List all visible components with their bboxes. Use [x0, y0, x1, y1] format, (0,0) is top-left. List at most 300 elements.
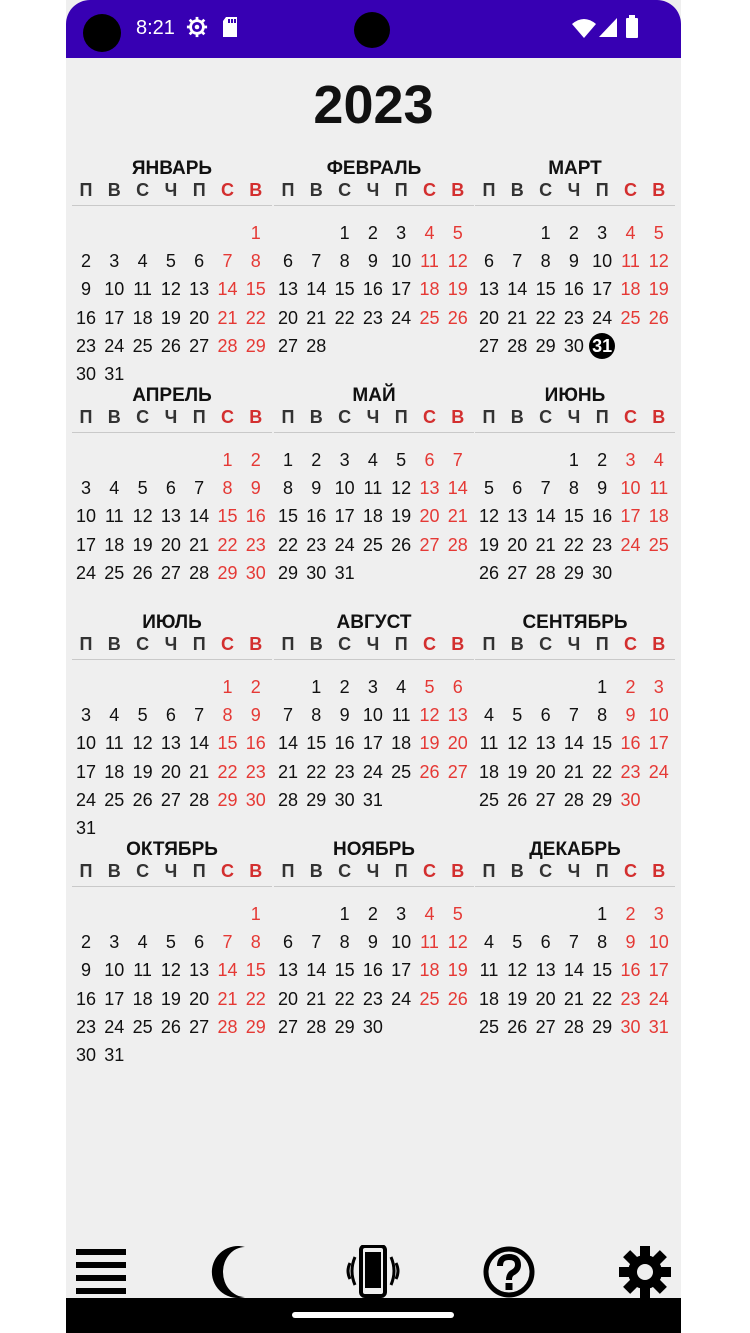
day-cell[interactable]: 23: [620, 988, 641, 1009]
day-cell[interactable]: 7: [311, 932, 322, 953]
day-cell[interactable]: 21: [447, 506, 468, 527]
day-cell[interactable]: 19: [391, 506, 412, 527]
day-cell[interactable]: 13: [160, 506, 181, 527]
day-cell[interactable]: 7: [282, 705, 293, 726]
day-cell[interactable]: 28: [507, 335, 528, 356]
day-cell[interactable]: 25: [648, 534, 669, 555]
day-cell[interactable]: 28: [447, 534, 468, 555]
day-cell[interactable]: 6: [540, 932, 551, 953]
day-cell[interactable]: 5: [396, 450, 407, 470]
day-cell[interactable]: 10: [104, 960, 125, 981]
day-cell[interactable]: 21: [217, 307, 238, 328]
day-cell[interactable]: 6: [165, 705, 176, 726]
day-cell[interactable]: 8: [339, 932, 350, 953]
day-cell[interactable]: 28: [563, 1016, 584, 1037]
day-cell[interactable]: 9: [311, 478, 322, 499]
help-button[interactable]: [479, 1242, 539, 1302]
day-cell[interactable]: 12: [648, 251, 669, 272]
day-cell[interactable]: 30: [362, 1016, 383, 1037]
day-cell[interactable]: 22: [535, 307, 556, 328]
day-cell[interactable]: 11: [363, 478, 383, 499]
day-cell[interactable]: 4: [109, 705, 120, 726]
day-cell[interactable]: 26: [478, 562, 500, 583]
day-cell[interactable]: 6: [483, 251, 494, 272]
day-cell[interactable]: 9: [367, 932, 378, 953]
day-cell[interactable]: 2: [80, 932, 91, 953]
day-cell[interactable]: 25: [620, 307, 641, 328]
day-cell[interactable]: 18: [104, 534, 125, 555]
day-cell[interactable]: 3: [653, 904, 664, 924]
day-cell[interactable]: 17: [620, 506, 641, 527]
day-cell[interactable]: 17: [592, 279, 613, 300]
day-cell[interactable]: 12: [160, 279, 181, 300]
day-cell[interactable]: 7: [194, 705, 205, 726]
day-cell[interactable]: 26: [507, 789, 528, 810]
day-cell[interactable]: 16: [306, 506, 327, 527]
day-cell[interactable]: 7: [512, 251, 523, 272]
day-cell[interactable]: 9: [597, 478, 608, 499]
day-cell[interactable]: 5: [483, 478, 494, 499]
day-cell[interactable]: 17: [104, 307, 125, 328]
day-cell[interactable]: 29: [334, 1016, 355, 1037]
menu-button[interactable]: [71, 1242, 131, 1302]
day-cell[interactable]: 20: [507, 534, 528, 555]
day-cell[interactable]: 6: [424, 450, 435, 470]
day-cell[interactable]: 14: [563, 733, 584, 754]
day-cell[interactable]: 10: [648, 932, 669, 953]
day-cell[interactable]: 1: [540, 223, 551, 243]
day-cell[interactable]: 15: [217, 506, 238, 527]
day-cell[interactable]: 21: [189, 534, 210, 555]
day-cell[interactable]: 28: [306, 335, 327, 356]
day-cell[interactable]: 23: [75, 335, 97, 356]
day-cell[interactable]: 19: [447, 960, 468, 981]
day-cell[interactable]: 4: [483, 705, 494, 726]
day-cell[interactable]: 26: [447, 988, 468, 1009]
day-cell[interactable]: 13: [507, 506, 528, 527]
day-cell[interactable]: 18: [132, 988, 153, 1009]
day-cell[interactable]: 10: [75, 506, 97, 527]
day-cell[interactable]: 22: [592, 988, 613, 1009]
day-cell[interactable]: 31: [104, 1045, 125, 1065]
day-cell[interactable]: 31: [648, 1016, 669, 1037]
day-cell[interactable]: 17: [104, 988, 125, 1009]
day-cell[interactable]: 12: [447, 932, 468, 953]
day-cell[interactable]: 6: [194, 932, 205, 953]
day-cell[interactable]: 13: [535, 733, 556, 754]
day-cell[interactable]: 5: [165, 251, 176, 272]
day-cell[interactable]: 30: [306, 562, 327, 583]
day-cell[interactable]: 16: [75, 988, 97, 1009]
day-cell[interactable]: 25: [478, 789, 500, 810]
day-cell[interactable]: 5: [512, 705, 523, 726]
day-cell[interactable]: 29: [245, 335, 266, 356]
day-cell[interactable]: 13: [160, 733, 181, 754]
day-cell[interactable]: 12: [391, 478, 412, 499]
day-cell[interactable]: 20: [478, 307, 500, 328]
day-cell[interactable]: 28: [217, 335, 238, 356]
day-cell[interactable]: 15: [245, 960, 266, 981]
day-cell[interactable]: 14: [217, 960, 238, 981]
day-cell[interactable]: 21: [306, 988, 327, 1009]
home-gesture-bar[interactable]: [292, 1312, 454, 1318]
day-cell[interactable]: 16: [620, 960, 641, 981]
day-cell[interactable]: 10: [592, 251, 613, 272]
day-cell[interactable]: 2: [367, 904, 378, 924]
day-cell[interactable]: 27: [478, 335, 500, 356]
day-cell[interactable]: 10: [362, 705, 383, 726]
day-cell[interactable]: 15: [277, 506, 299, 527]
day-cell[interactable]: 9: [80, 960, 91, 981]
day-cell[interactable]: 5: [424, 677, 435, 697]
day-cell[interactable]: 23: [306, 534, 327, 555]
day-cell[interactable]: 9: [568, 251, 579, 272]
day-cell[interactable]: 11: [391, 705, 411, 726]
day-cell[interactable]: 24: [592, 307, 613, 328]
day-cell[interactable]: 16: [75, 307, 97, 328]
day-cell[interactable]: 25: [132, 335, 153, 356]
day-cell[interactable]: 18: [391, 733, 412, 754]
day-cell[interactable]: 30: [620, 789, 641, 810]
day-cell[interactable]: 19: [507, 761, 528, 782]
day-cell[interactable]: 11: [104, 506, 124, 527]
day-cell[interactable]: 26: [391, 534, 412, 555]
day-cell[interactable]: 30: [75, 364, 97, 384]
day-cell[interactable]: 18: [620, 279, 641, 300]
day-cell[interactable]: 3: [597, 223, 608, 243]
day-cell[interactable]: 4: [483, 932, 494, 953]
day-cell[interactable]: 17: [362, 733, 383, 754]
day-cell[interactable]: 4: [424, 904, 435, 924]
day-cell[interactable]: 19: [160, 988, 181, 1009]
day-cell[interactable]: 1: [250, 904, 261, 924]
day-cell[interactable]: 24: [391, 307, 412, 328]
day-cell[interactable]: 9: [250, 705, 261, 726]
day-cell[interactable]: 3: [109, 932, 120, 953]
day-cell[interactable]: 29: [592, 789, 613, 810]
day-cell[interactable]: 27: [507, 562, 528, 583]
day-cell[interactable]: 16: [362, 960, 383, 981]
day-cell[interactable]: 8: [250, 932, 261, 953]
day-cell[interactable]: 23: [620, 761, 641, 782]
day-cell[interactable]: 16: [245, 733, 266, 754]
day-cell[interactable]: 2: [625, 677, 636, 697]
day-cell[interactable]: 19: [160, 307, 181, 328]
day-cell[interactable]: 19: [447, 279, 468, 300]
day-cell[interactable]: 16: [362, 279, 383, 300]
day-cell[interactable]: 4: [625, 223, 636, 243]
day-cell[interactable]: 22: [277, 534, 299, 555]
day-cell[interactable]: 13: [189, 960, 210, 981]
day-cell[interactable]: 23: [362, 307, 383, 328]
day-cell[interactable]: 8: [222, 705, 233, 726]
day-cell[interactable]: 25: [362, 534, 383, 555]
day-cell[interactable]: 14: [189, 506, 210, 527]
day-cell[interactable]: 27: [160, 789, 181, 810]
day-cell[interactable]: 20: [535, 761, 556, 782]
night-mode-button[interactable]: [203, 1242, 263, 1302]
day-cell[interactable]: 10: [75, 733, 97, 754]
day-cell[interactable]: 13: [277, 960, 299, 981]
day-cell[interactable]: 18: [478, 988, 500, 1009]
day-cell[interactable]: 30: [592, 562, 613, 583]
day-cell[interactable]: 22: [306, 761, 327, 782]
day-cell[interactable]: 3: [109, 251, 120, 272]
day-cell[interactable]: 27: [447, 761, 468, 782]
day-cell[interactable]: 3: [396, 904, 407, 924]
day-cell[interactable]: 18: [132, 307, 153, 328]
day-cell[interactable]: 13: [535, 960, 556, 981]
day-cell[interactable]: 28: [306, 1016, 327, 1037]
day-cell[interactable]: 11: [479, 733, 499, 754]
day-cell[interactable]: 25: [132, 1016, 153, 1037]
day-cell[interactable]: 30: [620, 1016, 641, 1037]
day-cell[interactable]: 1: [339, 904, 350, 924]
day-cell[interactable]: 1: [250, 223, 261, 243]
day-cell[interactable]: 7: [222, 251, 233, 272]
day-cell[interactable]: 23: [592, 534, 613, 555]
day-cell[interactable]: 8: [250, 251, 261, 272]
day-cell[interactable]: 13: [189, 279, 210, 300]
day-cell[interactable]: 13: [277, 279, 299, 300]
day-cell[interactable]: 28: [535, 562, 556, 583]
day-cell[interactable]: 23: [362, 988, 383, 1009]
day-cell[interactable]: 10: [391, 932, 412, 953]
day-cell[interactable]: 7: [194, 478, 205, 499]
day-cell[interactable]: 24: [75, 789, 97, 810]
day-cell[interactable]: 27: [160, 562, 181, 583]
day-cell[interactable]: 31: [104, 364, 125, 384]
day-cell[interactable]: 28: [563, 789, 584, 810]
day-cell[interactable]: 17: [391, 279, 412, 300]
day-cell[interactable]: 16: [620, 733, 641, 754]
day-cell[interactable]: 4: [137, 932, 148, 953]
day-cell[interactable]: 18: [419, 279, 440, 300]
day-cell[interactable]: 1: [597, 904, 608, 924]
day-cell[interactable]: 14: [189, 733, 210, 754]
day-cell[interactable]: 1: [311, 677, 322, 697]
day-cell[interactable]: 31: [362, 789, 383, 810]
day-cell[interactable]: 7: [568, 932, 579, 953]
day-cell[interactable]: 24: [648, 761, 669, 782]
day-cell[interactable]: 9: [367, 251, 378, 272]
day-cell[interactable]: 29: [563, 562, 584, 583]
day-cell[interactable]: 18: [104, 761, 125, 782]
day-cell[interactable]: 22: [217, 761, 238, 782]
day-cell[interactable]: 25: [478, 1016, 500, 1037]
day-cell[interactable]: 20: [535, 988, 556, 1009]
day-cell[interactable]: 3: [653, 677, 664, 697]
day-cell[interactable]: 12: [132, 733, 153, 754]
day-cell[interactable]: 27: [277, 335, 299, 356]
day-cell[interactable]: 14: [447, 478, 468, 499]
day-cell[interactable]: 29: [592, 1016, 613, 1037]
day-cell[interactable]: 14: [306, 960, 327, 981]
day-cell[interactable]: 24: [75, 562, 97, 583]
day-cell[interactable]: 29: [306, 789, 327, 810]
day-cell[interactable]: 19: [132, 534, 153, 555]
day-cell[interactable]: 31: [75, 818, 97, 838]
day-cell[interactable]: 18: [648, 506, 669, 527]
day-cell[interactable]: 24: [104, 335, 125, 356]
day-cell[interactable]: 29: [277, 562, 299, 583]
day-cell[interactable]: 1: [222, 677, 233, 697]
day-cell[interactable]: 15: [535, 279, 556, 300]
day-cell[interactable]: 8: [540, 251, 551, 272]
day-cell[interactable]: 9: [625, 932, 636, 953]
day-cell[interactable]: 11: [133, 279, 152, 300]
day-cell[interactable]: 6: [452, 677, 463, 697]
day-cell[interactable]: 11: [621, 251, 640, 272]
day-cell[interactable]: 15: [306, 733, 327, 754]
day-cell[interactable]: 27: [535, 789, 556, 810]
day-cell[interactable]: 5: [137, 705, 148, 726]
day-cell[interactable]: 5: [653, 223, 664, 243]
day-cell[interactable]: 15: [563, 506, 584, 527]
day-cell[interactable]: 27: [419, 534, 440, 555]
day-cell[interactable]: 5: [137, 478, 148, 499]
day-cell[interactable]: 13: [419, 478, 440, 499]
day-cell[interactable]: 26: [160, 335, 181, 356]
day-cell[interactable]: 2: [250, 677, 261, 697]
day-cell[interactable]: 18: [478, 761, 500, 782]
day-cell[interactable]: 17: [75, 761, 97, 782]
day-cell[interactable]: 26: [648, 307, 669, 328]
day-cell[interactable]: 8: [597, 932, 608, 953]
day-cell[interactable]: 16: [563, 279, 584, 300]
day-cell[interactable]: 26: [447, 307, 468, 328]
day-cell[interactable]: 21: [217, 988, 238, 1009]
day-cell[interactable]: 10: [648, 705, 669, 726]
day-cell[interactable]: 22: [592, 761, 613, 782]
day-cell[interactable]: 8: [282, 478, 293, 499]
day-cell[interactable]: 5: [512, 932, 523, 953]
day-cell[interactable]: 6: [282, 251, 293, 272]
day-cell[interactable]: 11: [420, 932, 439, 953]
day-cell[interactable]: 6: [194, 251, 205, 272]
day-cell[interactable]: 8: [568, 478, 579, 499]
day-cell[interactable]: 20: [160, 534, 181, 555]
day-cell[interactable]: 8: [311, 705, 322, 726]
day-cell[interactable]: 6: [512, 478, 523, 499]
day-cell[interactable]: 14: [217, 279, 238, 300]
day-cell[interactable]: 7: [452, 450, 463, 470]
day-cell[interactable]: 2: [80, 251, 91, 272]
day-cell[interactable]: 24: [391, 988, 412, 1009]
day-cell[interactable]: 29: [535, 335, 556, 356]
day-cell[interactable]: 22: [334, 307, 355, 328]
day-cell[interactable]: 25: [104, 562, 125, 583]
day-cell[interactable]: 5: [452, 904, 463, 924]
day-cell[interactable]: 12: [419, 705, 440, 726]
day-cell[interactable]: 12: [132, 506, 153, 527]
day-cell[interactable]: 20: [419, 506, 440, 527]
day-cell[interactable]: 12: [160, 960, 181, 981]
day-cell[interactable]: 27: [535, 1016, 556, 1037]
day-cell[interactable]: 19: [648, 279, 669, 300]
day-cell[interactable]: 20: [277, 307, 299, 328]
day-cell[interactable]: 22: [245, 307, 266, 328]
day-cell[interactable]: 30: [563, 335, 584, 356]
day-cell[interactable]: 11: [420, 251, 439, 272]
day-cell[interactable]: 4: [396, 677, 407, 697]
day-cell[interactable]: 8: [597, 705, 608, 726]
vibration-button[interactable]: [343, 1242, 403, 1302]
day-cell[interactable]: 14: [563, 960, 584, 981]
day-cell[interactable]: 24: [648, 988, 669, 1009]
day-cell[interactable]: 20: [160, 761, 181, 782]
day-cell[interactable]: 3: [367, 677, 378, 697]
day-cell[interactable]: 4: [109, 478, 120, 499]
day-cell[interactable]: 25: [419, 988, 440, 1009]
day-cell[interactable]: 29: [245, 1016, 266, 1037]
day-cell[interactable]: 24: [104, 1016, 125, 1037]
day-cell[interactable]: 25: [104, 789, 125, 810]
day-cell[interactable]: 2: [250, 450, 261, 470]
day-cell[interactable]: 2: [597, 450, 608, 470]
day-cell[interactable]: 25: [391, 761, 412, 782]
day-cell[interactable]: 15: [334, 960, 355, 981]
day-cell[interactable]: 28: [189, 562, 210, 583]
day-cell[interactable]: 3: [625, 450, 636, 470]
day-cell[interactable]: 30: [75, 1045, 97, 1065]
day-cell[interactable]: 20: [189, 307, 210, 328]
day-cell[interactable]: 6: [165, 478, 176, 499]
day-cell[interactable]: 29: [217, 789, 238, 810]
day-cell[interactable]: 26: [507, 1016, 528, 1037]
day-cell[interactable]: 7: [540, 478, 551, 499]
day-cell[interactable]: 1: [597, 677, 608, 697]
settings-button[interactable]: [615, 1242, 675, 1302]
day-cell[interactable]: 7: [222, 932, 233, 953]
day-cell[interactable]: 24: [362, 761, 383, 782]
day-cell[interactable]: 3: [396, 223, 407, 243]
day-cell[interactable]: 4: [424, 223, 435, 243]
day-cell[interactable]: 3: [80, 478, 91, 499]
day-cell[interactable]: 15: [592, 960, 613, 981]
day-cell[interactable]: 15: [592, 733, 613, 754]
day-cell[interactable]: 11: [479, 960, 499, 981]
day-cell[interactable]: 30: [245, 562, 266, 583]
day-cell[interactable]: 11: [104, 733, 124, 754]
day-cell[interactable]: 18: [419, 960, 440, 981]
day-cell[interactable]: 17: [75, 534, 97, 555]
day-cell[interactable]: 4: [137, 251, 148, 272]
day-cell[interactable]: 19: [132, 761, 153, 782]
day-cell[interactable]: 7: [568, 705, 579, 726]
day-cell[interactable]: 22: [334, 988, 355, 1009]
day-cell[interactable]: 7: [311, 251, 322, 272]
day-cell[interactable]: 15: [217, 733, 238, 754]
day-cell[interactable]: 10: [620, 478, 641, 499]
day-cell[interactable]: 19: [419, 733, 440, 754]
day-cell[interactable]: 26: [160, 1016, 181, 1037]
day-cell[interactable]: 23: [75, 1016, 97, 1037]
day-cell[interactable]: 8: [222, 478, 233, 499]
day-cell[interactable]: 28: [277, 789, 299, 810]
day-cell[interactable]: 18: [362, 506, 383, 527]
day-cell[interactable]: 9: [80, 279, 91, 300]
day-cell[interactable]: 17: [334, 506, 355, 527]
day-cell[interactable]: 1: [568, 450, 579, 470]
day-cell[interactable]: 28: [217, 1016, 238, 1037]
day-cell[interactable]: 9: [339, 705, 350, 726]
day-cell[interactable]: 21: [563, 988, 584, 1009]
day-cell[interactable]: 17: [648, 733, 669, 754]
day-cell[interactable]: 17: [648, 960, 669, 981]
day-cell[interactable]: 1: [222, 450, 233, 470]
day-cell[interactable]: 3: [339, 450, 350, 470]
